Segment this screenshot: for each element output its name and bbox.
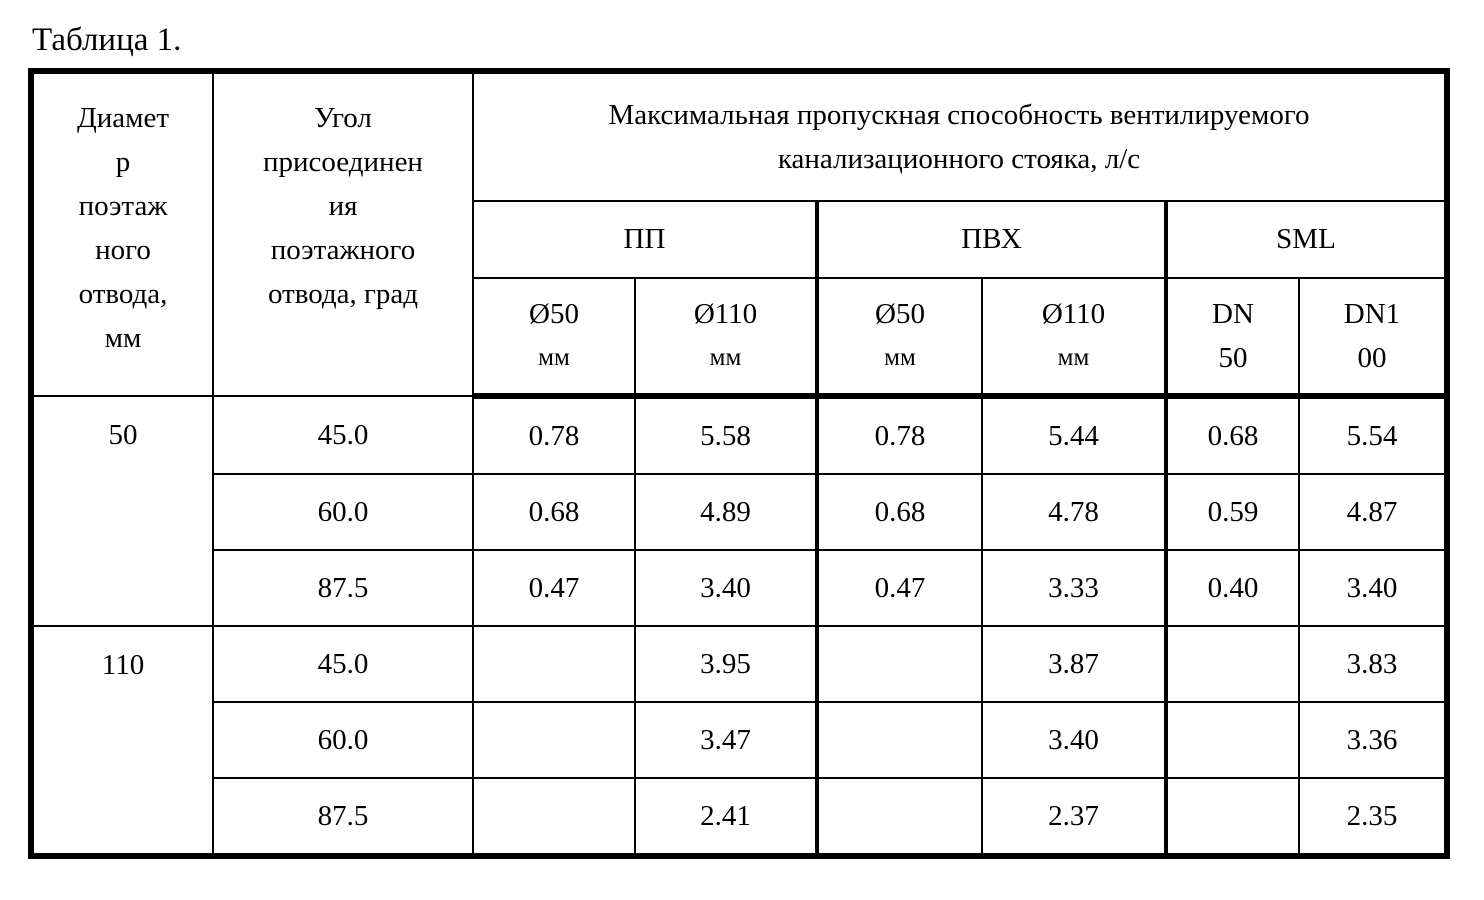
header-diameter-line: мм <box>104 322 142 354</box>
diameter-cell: 110 <box>31 626 213 856</box>
angle-cell: 45.0 <box>213 626 473 702</box>
header-subcol <box>635 278 817 396</box>
table-row <box>31 778 1447 856</box>
value-cell: 5.54 <box>1299 396 1447 474</box>
subcol-unit: мм <box>884 344 916 371</box>
table-row <box>31 550 1447 626</box>
header-group-pvh: ПВХ <box>817 201 1166 278</box>
subcol-unit: 00 <box>1357 342 1387 374</box>
subcol-label: Ø50 <box>875 298 925 330</box>
subcol-label: Ø50 <box>529 298 579 330</box>
header-diameter-line: отвода, <box>78 278 168 310</box>
header-diameter-line: Диамет <box>76 102 170 134</box>
header-subcol <box>982 278 1166 396</box>
table-caption: Таблица 1. <box>32 22 182 58</box>
subcol-label: DN1 <box>1343 298 1401 330</box>
header-angle-line: поэтажного <box>270 234 416 266</box>
table-row <box>31 702 1447 778</box>
subcol-unit: 50 <box>1218 342 1248 374</box>
header-diameter-line: поэтаж <box>78 190 168 222</box>
header-subcol <box>1299 278 1447 396</box>
value-cell: 4.89 <box>635 474 817 550</box>
value-cell: 3.83 <box>1299 626 1447 702</box>
value-cell: 2.37 <box>982 778 1166 856</box>
angle-cell: 87.5 <box>213 778 473 856</box>
value-cell: 0.68 <box>817 474 982 550</box>
header-subcol <box>817 278 982 396</box>
header-max-capacity-line: канализационного стояка, л/с <box>777 143 1141 175</box>
subcol-label: Ø110 <box>693 298 758 330</box>
value-cell: 3.33 <box>982 550 1166 626</box>
header-angle-line: ия <box>328 190 358 222</box>
value-cell: 3.40 <box>635 550 817 626</box>
subcol-unit: мм <box>709 344 742 371</box>
value-cell <box>473 778 635 856</box>
angle-cell: 60.0 <box>213 702 473 778</box>
value-cell: 2.41 <box>635 778 817 856</box>
header-row-1 <box>31 71 1447 201</box>
angle-cell: 87.5 <box>213 550 473 626</box>
table-row <box>31 396 1447 474</box>
value-cell: 2.35 <box>1299 778 1447 856</box>
angle-cell: 60.0 <box>213 474 473 550</box>
header-diameter-line: р <box>115 146 131 178</box>
value-cell: 0.47 <box>817 550 982 626</box>
value-cell <box>473 702 635 778</box>
subcol-label: Ø110 <box>1041 298 1106 330</box>
table-row <box>31 474 1447 550</box>
value-cell: 3.95 <box>635 626 817 702</box>
value-cell: 3.36 <box>1299 702 1447 778</box>
value-cell: 4.87 <box>1299 474 1447 550</box>
header-group-pp: ПП <box>473 201 817 278</box>
value-cell: 0.40 <box>1166 550 1299 626</box>
angle-cell: 45.0 <box>213 396 473 474</box>
value-cell <box>817 702 982 778</box>
value-cell: 0.68 <box>1166 396 1299 474</box>
header-diameter-line: ного <box>95 234 151 266</box>
value-cell <box>817 778 982 856</box>
header-angle-line: присоединен <box>263 146 423 178</box>
header-diameter <box>31 71 213 396</box>
subcol-unit: мм <box>1057 344 1090 371</box>
diameter-cell: 50 <box>31 396 213 626</box>
header-angle-line: Угол <box>314 102 372 134</box>
value-cell <box>1166 702 1299 778</box>
value-cell <box>473 626 635 702</box>
value-cell: 0.59 <box>1166 474 1299 550</box>
value-cell: 4.78 <box>982 474 1166 550</box>
table-row <box>31 626 1447 702</box>
value-cell: 3.40 <box>982 702 1166 778</box>
value-cell <box>1166 626 1299 702</box>
header-angle-line: отвода, град <box>267 278 419 310</box>
value-cell: 5.58 <box>635 396 817 474</box>
value-cell: 0.78 <box>473 396 635 474</box>
header-group-sml: SML <box>1166 201 1447 278</box>
subcol-label: DN <box>1212 298 1254 330</box>
subcol-unit: мм <box>538 344 570 371</box>
value-cell: 3.87 <box>982 626 1166 702</box>
header-angle <box>213 71 473 396</box>
header-max-capacity-line: Максимальная пропускная способность вентилируемого <box>608 99 1310 131</box>
value-cell: 0.78 <box>817 396 982 474</box>
capacity-table <box>28 68 1450 859</box>
value-cell: 3.47 <box>635 702 817 778</box>
value-cell <box>1166 778 1299 856</box>
value-cell: 3.40 <box>1299 550 1447 626</box>
value-cell: 0.47 <box>473 550 635 626</box>
value-cell: 5.44 <box>982 396 1166 474</box>
header-subcol <box>1166 278 1299 396</box>
value-cell: 0.68 <box>473 474 635 550</box>
value-cell <box>817 626 982 702</box>
header-subcol <box>473 278 635 396</box>
header-max-capacity <box>473 71 1447 201</box>
